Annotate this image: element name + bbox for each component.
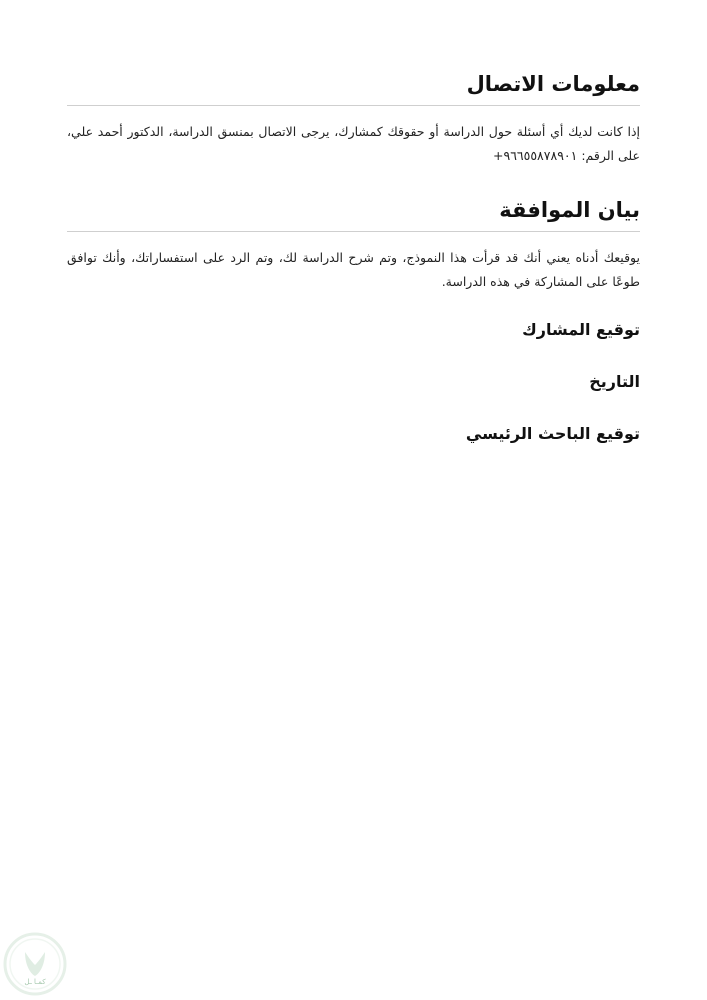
watermark-logo-icon — [3, 932, 67, 996]
date-label: التاريخ — [589, 372, 640, 391]
contact-paragraph: إذا كانت لديك أي أسئلة حول الدراسة أو حقوقك كمشارك، يرجى الاتصال بمنسق الدراسة، الدكتور أحمد علي، على الرقم: ٩٦٦٥٥٨٧٨٩٠١+ — [67, 124, 640, 163]
watermark-text: كمـا ـل — [24, 978, 46, 986]
participant-signature-label: توقيع المشارك — [522, 320, 640, 339]
section-divider — [67, 231, 640, 232]
researcher-signature-label: توقيع الباحث الرئيسي — [465, 424, 640, 443]
contact-section-title: معلومات الاتصال — [466, 72, 640, 96]
consent-paragraph: يوقيعك أدناه يعني أنك قد قرأت هذا النموذج، وتم شرح الدراسة لك، وتم الرد على استفساراتك، وأنك توافق طوعًا على المشاركة في هذه الدراسة. — [67, 250, 640, 289]
section-divider — [67, 105, 640, 106]
document-page — [67, 68, 640, 446]
consent-section-title: بيان الموافقة — [499, 198, 640, 222]
section-spacer — [67, 168, 640, 194]
